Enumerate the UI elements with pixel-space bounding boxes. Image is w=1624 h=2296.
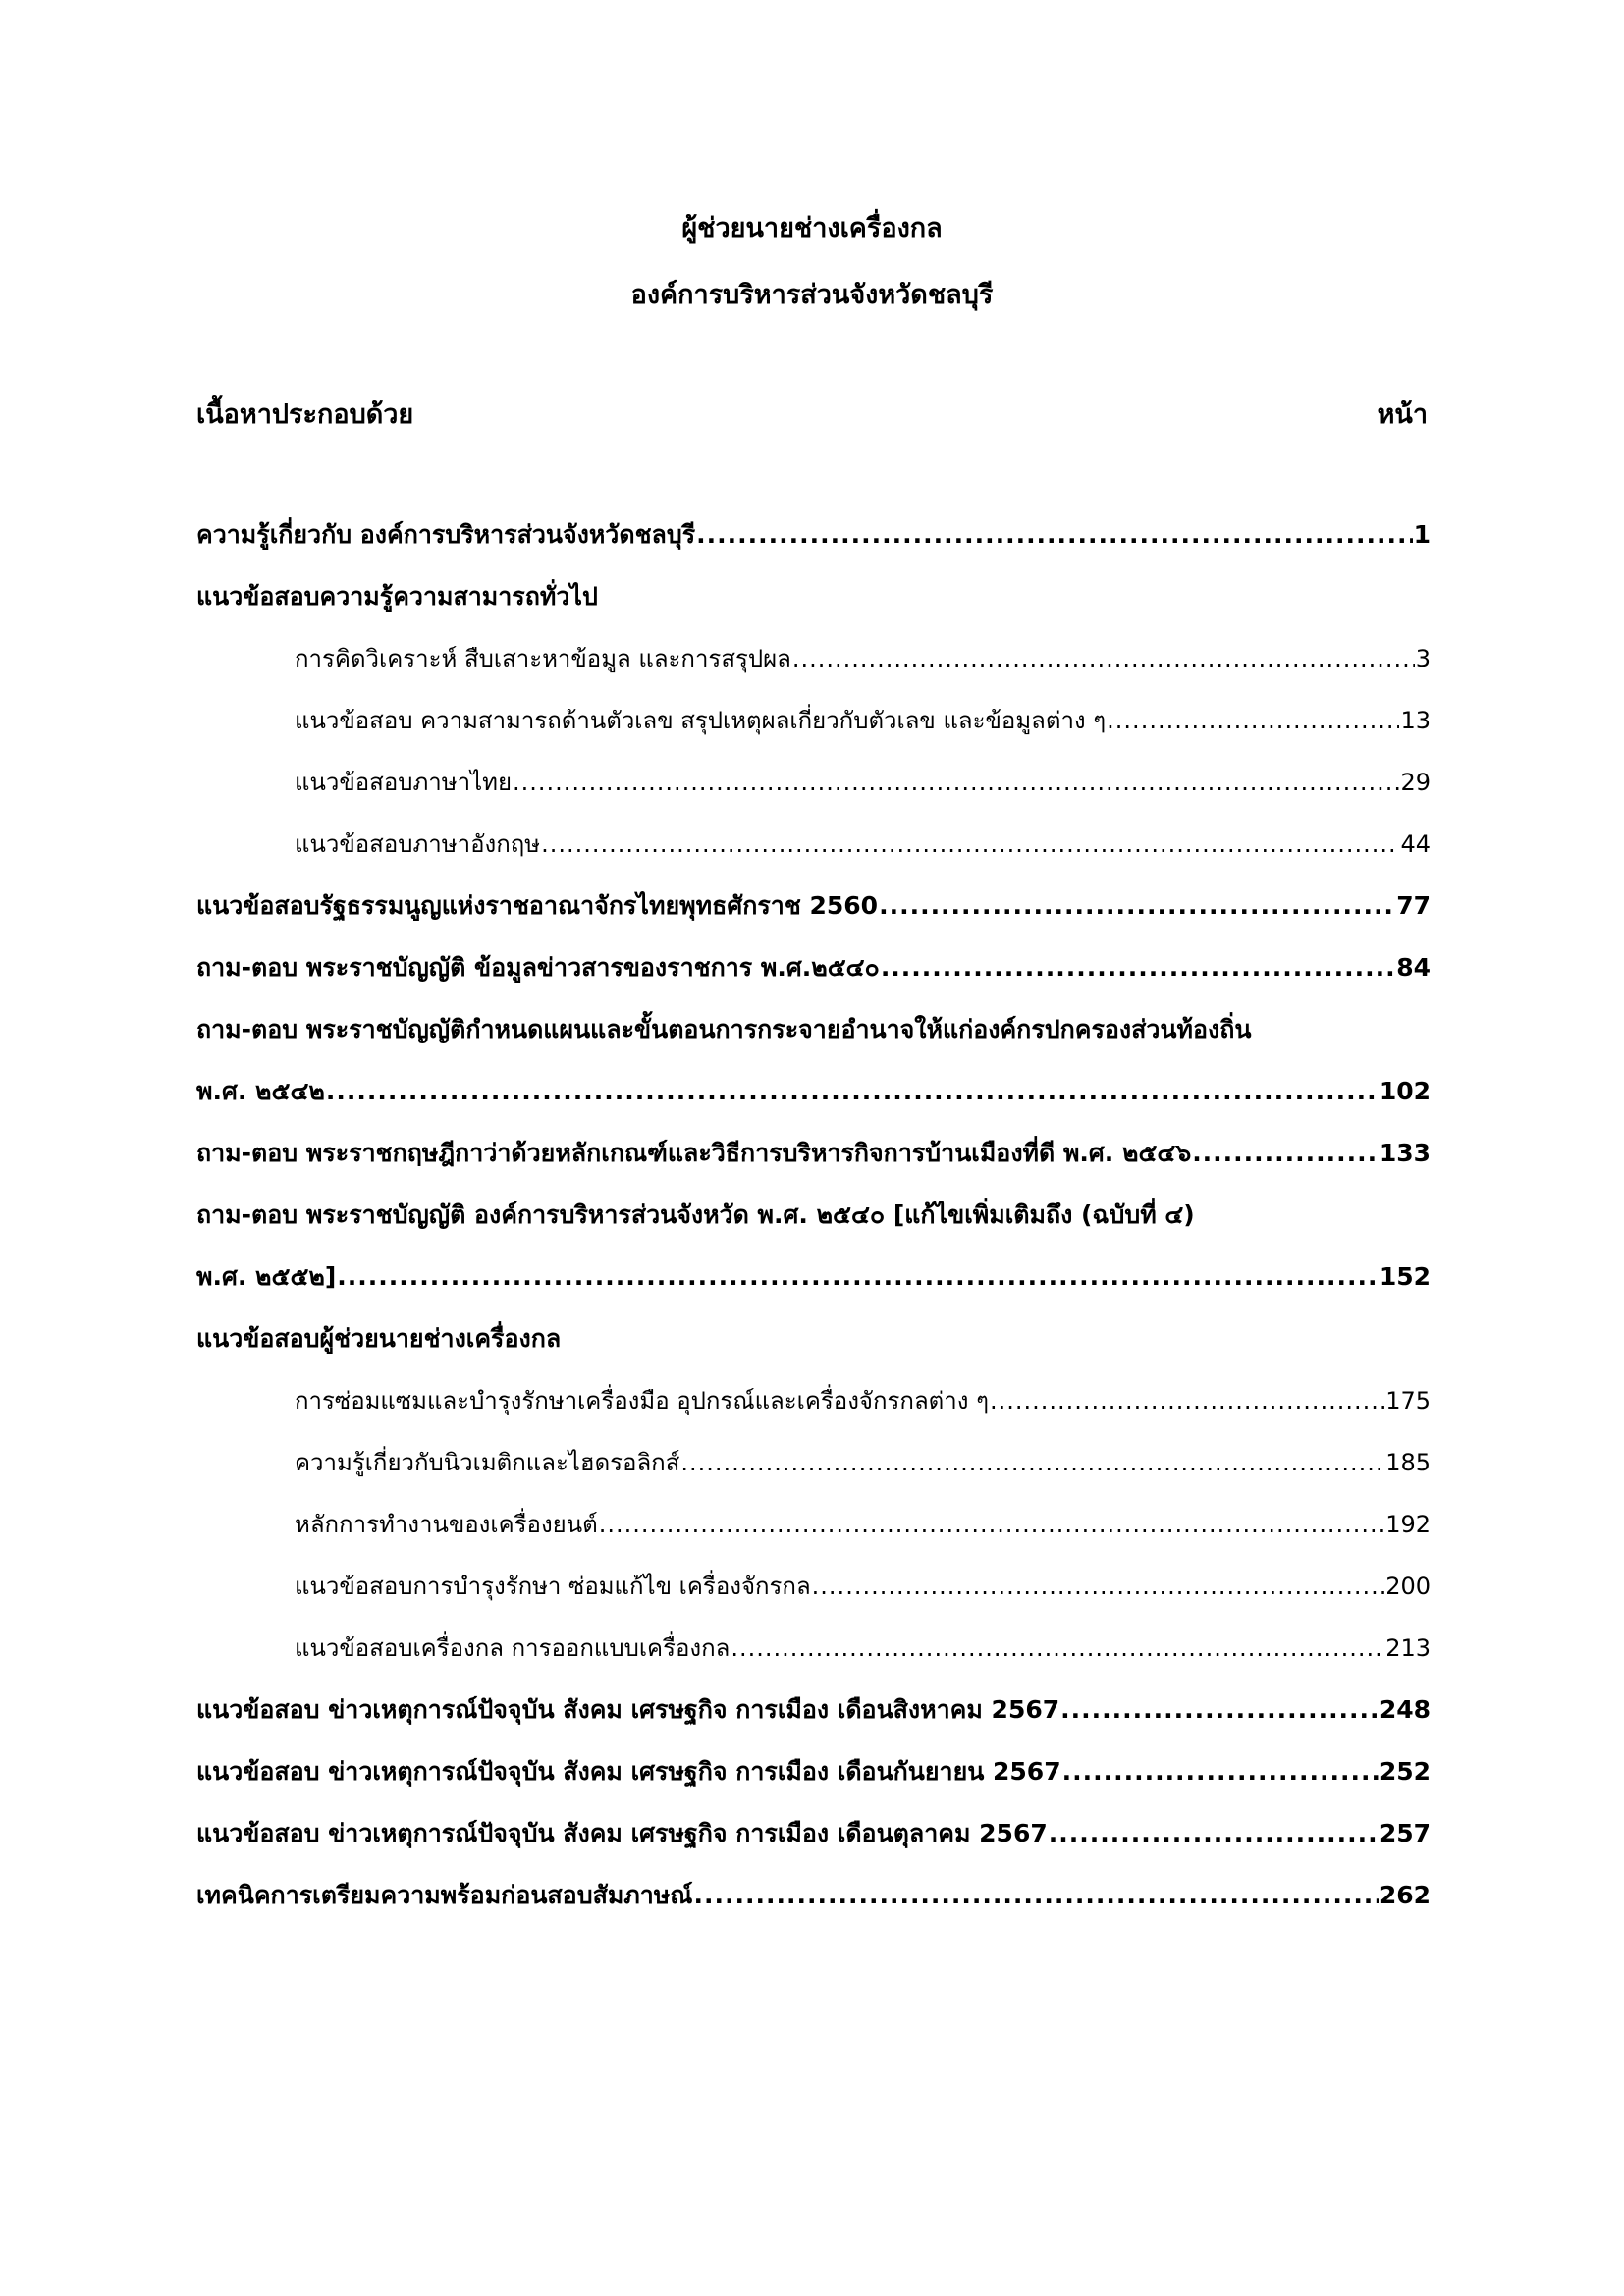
toc-entry-title: แนวข้อสอบรัฐธรรมนูญแห่งราชอาณาจักรไทยพุทธศักราช 2560: [196, 891, 879, 920]
toc-entry-title: แนวข้อสอบ ข่าวเหตุการณ์ปัจจุบัน สังคม เศรษฐกิจ การเมือง เดือนกันยายน 2567: [196, 1757, 1061, 1786]
toc-entry-title: แนวข้อสอบการบำรุงรักษา ซ่อมแก้ไข เครื่องจักรกล: [295, 1573, 811, 1600]
toc-entry: [295, 1505, 1431, 1544]
toc-leader-dots: [879, 886, 1395, 926]
toc-leader-dots: [599, 1505, 1384, 1544]
toc-entry-page: 175: [1385, 1387, 1431, 1415]
toc-entry-page: 257: [1379, 1819, 1431, 1847]
toc-entry: [295, 1567, 1431, 1606]
toc-leader-dots: [812, 1567, 1385, 1606]
toc-entry-title: แนวข้อสอบ ข่าวเหตุการณ์ปัจจุบัน สังคม เศรษฐกิจ การเมือง เดือนตุลาคม 2567: [196, 1819, 1048, 1847]
toc-leader-dots: [326, 1072, 1379, 1111]
page-column-label: หน้า: [1377, 400, 1428, 430]
toc-entry: [295, 701, 1431, 740]
toc-entry-page: 3: [1415, 645, 1431, 672]
toc-entry: [295, 1381, 1431, 1420]
toc-entry-page: 262: [1379, 1881, 1431, 1909]
toc-section-heading: แนวข้อสอบผู้ช่วยนายช่างเครื่องกล: [196, 1324, 562, 1353]
toc-leader-dots: [694, 1876, 1379, 1915]
toc-entry-title: พ.ศ. ๒๕๕๒]: [196, 1262, 337, 1291]
toc-entry: [196, 948, 1431, 988]
toc-leader-dots: [881, 948, 1395, 988]
toc-entry-title: การซ่อมแซมและบำรุงรักษาเครื่องมือ อุปกรณ์และเครื่องจักรกลต่าง ๆ: [295, 1387, 989, 1415]
toc-entry: [196, 1690, 1431, 1730]
toc-entry: [295, 763, 1431, 802]
toc-leader-dots: [990, 1381, 1384, 1420]
toc-entry-page: 84: [1396, 953, 1431, 982]
toc-leader-dots: [337, 1257, 1379, 1297]
toc-entry-title: ถาม-ตอบ พระราชกฤษฎีกาว่าด้วยหลักเกณฑ์และวิธีการบริหารกิจการบ้านเมืองที่ดี พ.ศ. ๒๕๔๖: [196, 1139, 1192, 1167]
toc-entry: [295, 1443, 1431, 1482]
toc-entry-title: ความรู้เกี่ยวกับนิวเมติกและไฮดรอลิกส์: [295, 1449, 680, 1476]
toc-leader-dots: [1107, 701, 1399, 740]
toc-leader-dots: [792, 639, 1415, 678]
toc-entry: [196, 1752, 1431, 1791]
toc-leader-dots: [1049, 1814, 1379, 1853]
toc-entry-page: 248: [1379, 1695, 1431, 1724]
toc-entry-title: ถาม-ตอบ พระราชบัญญัติ องค์การบริหารส่วนจังหวัด พ.ศ. ๒๕๔๐ [แก้ไขเพิ่มเติมถึง (ฉบับที่ ๔): [196, 1201, 1195, 1229]
toc-entry-title: แนวข้อสอบเครื่องกล การออกแบบเครื่องกล: [295, 1634, 731, 1662]
toc-entry-page: 200: [1385, 1573, 1431, 1600]
toc-entry-page: 252: [1379, 1757, 1431, 1786]
toc-leader-dots: [680, 1443, 1384, 1482]
toc-entry-title: พ.ศ. ๒๕๔๒: [196, 1077, 325, 1105]
toc-entry-page: 77: [1396, 891, 1431, 920]
document-title: ผู้ช่วยนายช่างเครื่องกล: [681, 213, 943, 243]
toc-entry-title: แนวข้อสอบ ข่าวเหตุการณ์ปัจจุบัน สังคม เศรษฐกิจ การเมือง เดือนสิงหาคม 2567: [196, 1695, 1060, 1724]
toc-entry-title: ถาม-ตอบ พระราชบัญญัติกำหนดแผนและขั้นตอนการกระจายอำนาจให้แก่องค์กรปกครองส่วนท้องถิ่น: [196, 1015, 1252, 1043]
toc-entry: [196, 515, 1431, 555]
toc-entry-page: 152: [1379, 1262, 1431, 1291]
toc-entry-title: แนวข้อสอบภาษาอังกฤษ: [295, 830, 541, 858]
toc-entry: [196, 1257, 1431, 1297]
toc-entry: [295, 639, 1431, 678]
toc-entry-title: เทคนิคการเตรียมความพร้อมก่อนสอบสัมภาษณ์: [196, 1881, 693, 1909]
toc-entry: [196, 1072, 1431, 1111]
toc-entry: [295, 1629, 1431, 1668]
toc-leader-dots: [513, 763, 1399, 802]
toc-entry: [196, 886, 1431, 926]
toc-entry-page: 185: [1385, 1449, 1431, 1476]
toc-entry: [196, 1876, 1431, 1915]
toc-entry-title: แนวข้อสอบ ความสามารถด้านตัวเลข สรุปเหตุผลเกี่ยวกับตัวเลข และข้อมูลต่าง ๆ: [295, 707, 1107, 734]
toc-entry-page: 213: [1385, 1634, 1431, 1662]
toc-leader-dots: [541, 825, 1399, 864]
toc-section-heading: แนวข้อสอบความรู้ความสามารถทั่วไป: [196, 582, 598, 611]
toc-entry: [196, 1134, 1431, 1173]
toc-entry-title: การคิดวิเคราะห์ สืบเสาะหาข้อมูล และการสรุปผล: [295, 645, 791, 672]
toc-entry-page: 44: [1400, 830, 1431, 858]
toc-entry: [196, 1814, 1431, 1853]
toc-entry: [295, 825, 1431, 864]
toc-entry-title: ความรู้เกี่ยวกับ องค์การบริหารส่วนจังหวัดชลบุรี: [196, 520, 696, 549]
toc-entry-page: 13: [1400, 707, 1431, 734]
toc-entry-page: 29: [1400, 769, 1431, 796]
toc-leader-dots: [1062, 1752, 1379, 1791]
toc-leader-dots: [731, 1629, 1384, 1668]
toc-leader-dots: [1060, 1690, 1379, 1730]
toc-entry-title: หลักการทำงานของเครื่องยนต์: [295, 1511, 598, 1538]
toc-leader-dots: [1192, 1134, 1379, 1173]
contents-label: เนื้อหาประกอบด้วย: [196, 400, 414, 430]
toc-leader-dots: [696, 515, 1412, 555]
toc-entry-title: แนวข้อสอบภาษาไทย: [295, 769, 513, 796]
toc-entry-page: 102: [1379, 1077, 1431, 1105]
toc-entry-page: 133: [1379, 1139, 1431, 1167]
toc-entry-title: ถาม-ตอบ พระราชบัญญัติ ข้อมูลข่าวสารของราชการ พ.ศ.๒๕๔๐: [196, 953, 880, 982]
toc-entry-page: 192: [1385, 1511, 1431, 1538]
document-subtitle: องค์การบริหารส่วนจังหวัดชลบุรี: [630, 280, 994, 310]
toc-entry-page: 1: [1413, 520, 1431, 549]
